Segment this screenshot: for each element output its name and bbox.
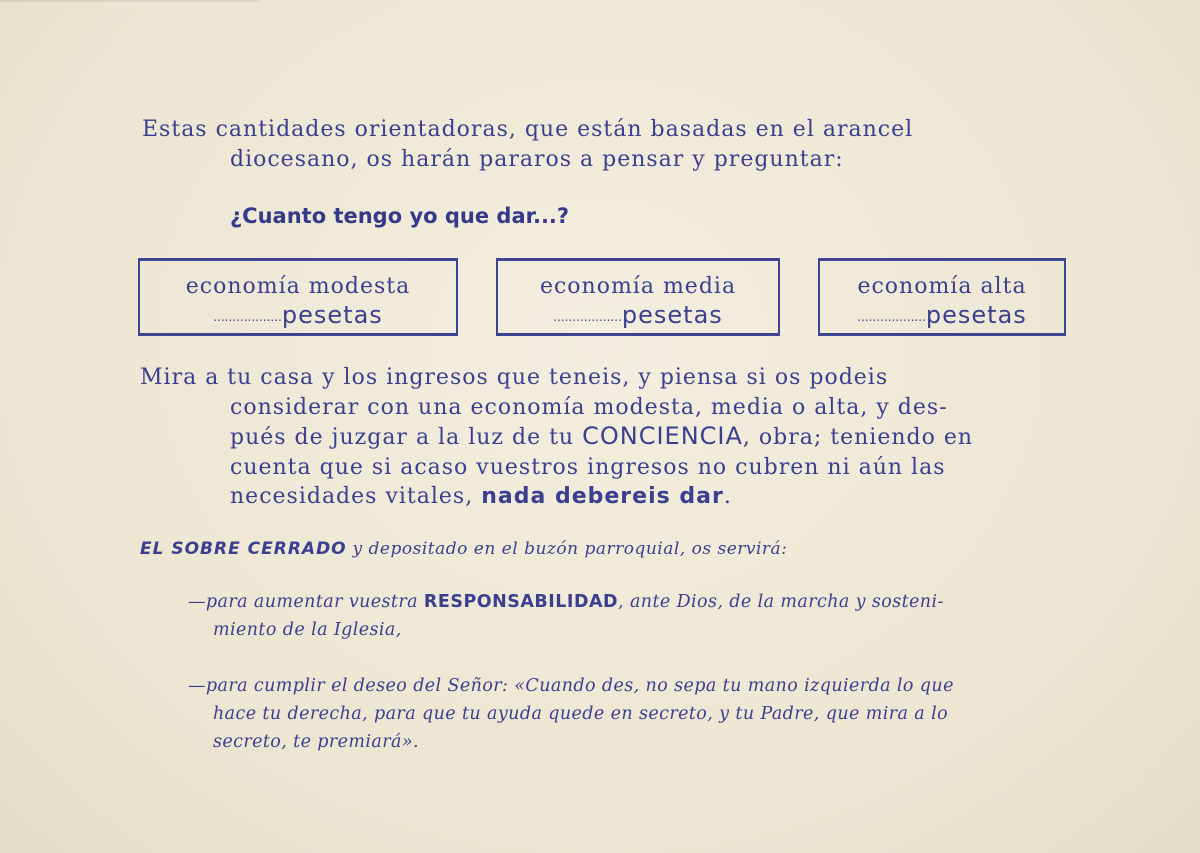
currency-label: pesetas	[925, 301, 1027, 329]
amount-blank: ..................	[213, 310, 282, 324]
mira-paragraph	[140, 363, 1080, 512]
box-label: economía alta	[857, 274, 1027, 299]
bleed-through-line	[0, 0, 260, 2]
bullet-1-line-2: miento de la Iglesia,	[213, 620, 402, 640]
mira-line-4: cuenta que si acaso vuestros ingresos no cubren ni aún las	[230, 454, 946, 480]
amount-blank: ..................	[553, 310, 622, 324]
box-amount	[498, 301, 778, 329]
conciencia-word: CONCIENCIA	[582, 422, 743, 450]
question-heading: ¿Cuanto tengo yo que dar...?	[230, 204, 570, 228]
economy-boxes	[138, 258, 1070, 342]
box-economia-alta	[818, 258, 1066, 336]
bullet-deseo-senor	[188, 672, 1068, 756]
bullet-2-line-2: hace tu derecha, para que tu ayuda quede en secreto, y tu Padre, que mira a lo	[213, 704, 949, 724]
mira-line-3	[140, 422, 1080, 453]
mira-line-2: considerar con una economía modesta, media o alta, y des-	[230, 394, 948, 420]
mira-line-1: Mira a tu casa y los ingresos que teneis, y piensa si os podeis	[140, 365, 889, 390]
responsabilidad-word: RESPONSABILIDAD	[423, 592, 619, 612]
box-economia-media	[496, 258, 780, 336]
nada-debereis-dar: nada debereis dar	[481, 484, 724, 509]
intro-paragraph	[142, 115, 1082, 175]
currency-label: pesetas	[281, 301, 383, 329]
currency-label: pesetas	[621, 301, 723, 329]
bullet-2-line-1: —para cumplir el deseo del Señor: «Cuando des, no sepa tu mano izquierda lo que	[188, 676, 954, 696]
mira-line-3-post: , obra; teniendo en	[742, 425, 974, 450]
bullet-1-line-1	[188, 588, 1068, 616]
sobre-cerrado-rest: y depositado en el buzón parroquial, os servirá:	[346, 539, 788, 559]
mira-line-3-pre: pués de juzgar a la luz de tu	[230, 425, 583, 450]
mira-line-5-pre: necesidades vitales,	[230, 484, 482, 509]
bullet-2-line-3: secreto, te premiará».	[213, 732, 419, 752]
sobre-cerrado-caps: EL SOBRE CERRADO	[140, 539, 347, 559]
bullet-1-post: , ante Dios, de la marcha y sosteni-	[618, 592, 944, 612]
mira-line-5-post: .	[723, 484, 732, 509]
intro-line-1: Estas cantidades orientadoras, que están basadas en el arancel	[142, 117, 914, 142]
bullet-responsabilidad	[188, 588, 1068, 644]
intro-line-2: diocesano, os harán pararos a pensar y preguntar:	[230, 147, 844, 172]
box-label: economía media	[539, 274, 737, 299]
amount-blank: ..................	[857, 310, 926, 324]
bullet-1-pre: —para aumentar vuestra	[188, 592, 424, 612]
box-amount	[140, 301, 456, 329]
mira-line-5	[140, 482, 1080, 512]
box-label: economía modesta	[185, 274, 411, 299]
box-amount	[820, 301, 1064, 329]
box-economia-modesta	[138, 258, 458, 336]
sobre-cerrado-line	[140, 539, 1080, 559]
